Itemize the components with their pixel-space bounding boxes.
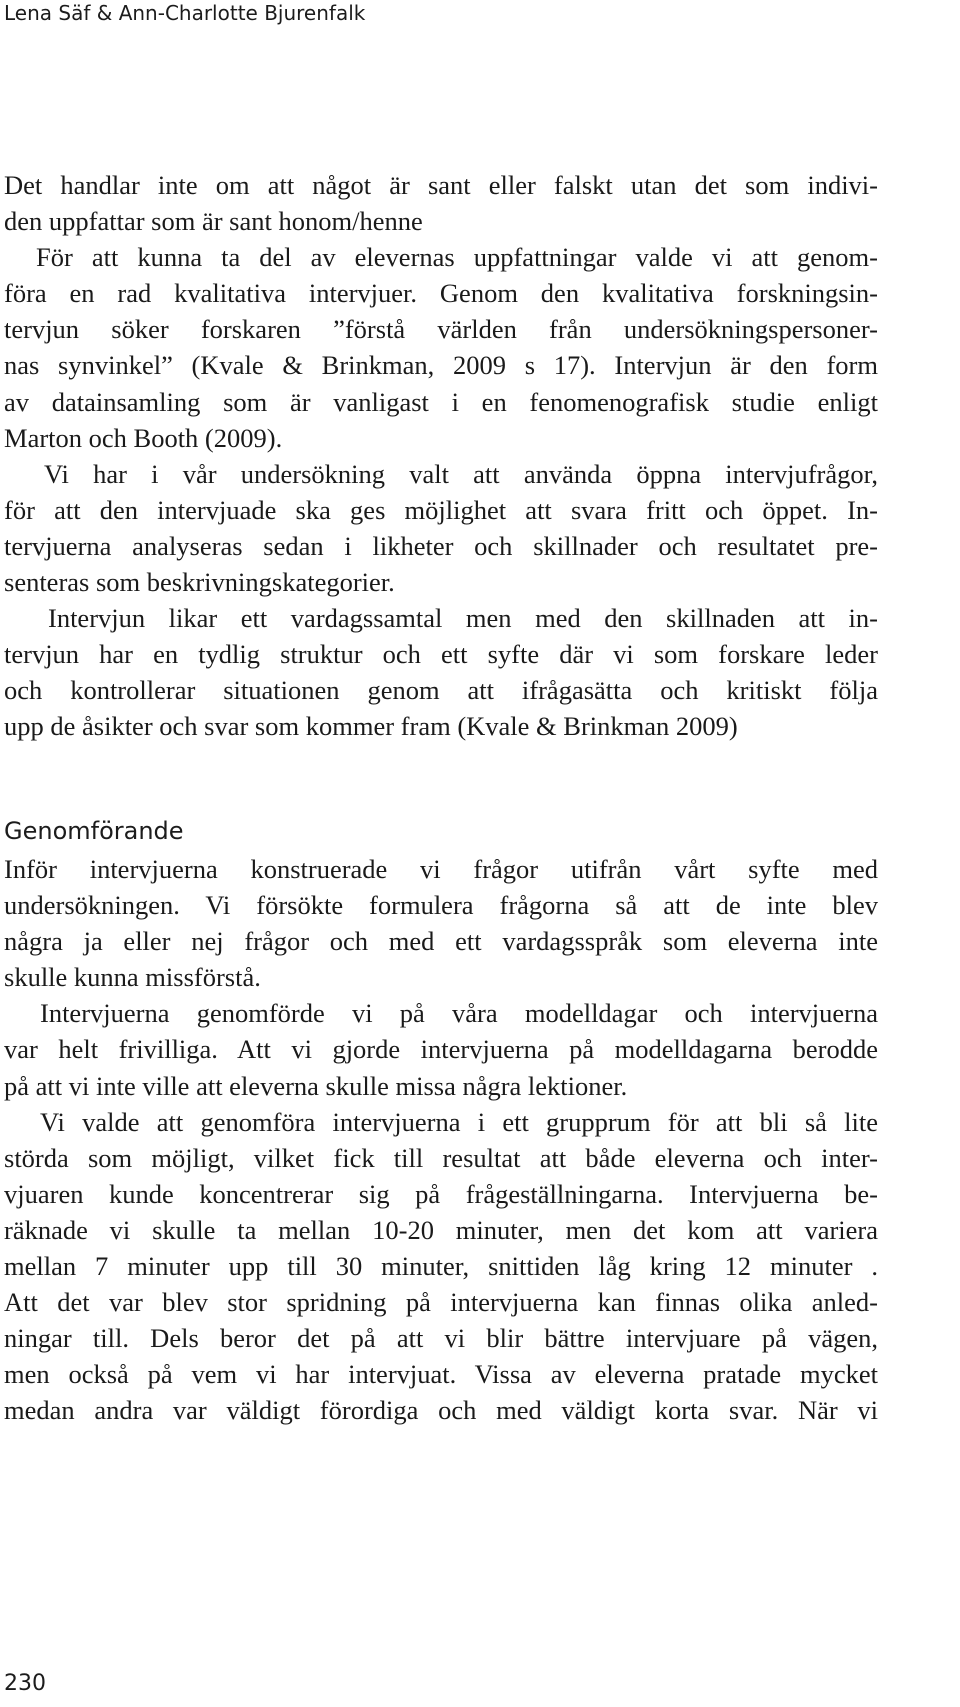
text-line: den uppfattar som är sant honom/henne [4, 206, 423, 237]
text-line: Marton och Booth (2009). [4, 422, 283, 453]
text-line: för att den intervjuade ska ges möjlighet att svara fritt och öppet. In- [4, 494, 878, 525]
text-line: Intervjun likar ett vardagssamtal men med den skillnaden att in- [48, 603, 878, 634]
text-line: störda som möjligt, vilket fick till resultat att både eleverna och inter- [4, 1142, 878, 1173]
text-line: Inför intervjuerna konstruerade vi frågor utifrån vårt syfte med [4, 854, 878, 884]
text-line: av datainsamling som är vanligast i en fenomenografisk studie enligt [4, 386, 878, 417]
text-line: senteras som beskrivningskategorier. [4, 567, 395, 598]
text-line: tervjun har en tydlig struktur och ett syfte där vi som forskare leder [4, 639, 878, 670]
text-line: mellan 7 minuter upp till 30 minuter, snittiden låg kring 12 minuter . [4, 1251, 878, 1282]
running-header: Lena Säf & Ann-Charlotte Bjurenfalk [4, 1, 366, 25]
page-number: 230 [4, 1671, 46, 1696]
text-line: och kontrollerar situationen genom att ifrågasätta och kritiskt följa [4, 675, 878, 706]
text-line: nas synvinkel” (Kvale & Brinkman, 2009 s 17). Intervjun är den form [4, 350, 878, 381]
text-line: Intervjuerna genomförde vi på våra modelldagar och intervjuerna [40, 998, 878, 1029]
section-heading: Genomförande [4, 817, 184, 845]
text-line: men också på vem vi har intervjuat. Vissa av eleverna pratade mycket [4, 1359, 878, 1390]
text-line: Det handlar inte om att något är sant eller falskt utan det som indivi- [4, 170, 878, 200]
text-line: undersökningen. Vi försökte formulera frågorna så att de inte blev [4, 890, 878, 921]
text-line: För att kunna ta del av elevernas uppfattningar valde vi att genom- [36, 242, 878, 273]
text-line: Att det var blev stor spridning på intervjuerna kan finnas olika anled- [4, 1287, 878, 1318]
text-line: Vi valde att genomföra intervjuerna i ett grupprum för att bli så lite [40, 1106, 878, 1137]
text-line: skulle kunna missförstå. [4, 962, 261, 993]
text-line: tervjuerna analyseras sedan i likheter och skillnader och resultatet pre- [4, 530, 878, 561]
text-line: föra en rad kvalitativa intervjuer. Genom den kvalitativa forskningsin- [4, 278, 878, 309]
text-line: ningar till. Dels beror det på att vi blir bättre intervjuare på vägen, [4, 1323, 878, 1354]
text-line: några ja eller nej frågor och med ett vardagsspråk som eleverna inte [4, 926, 878, 957]
text-line: på att vi inte ville att eleverna skulle missa några lektioner. [4, 1070, 628, 1101]
text-line: vjuaren kunde koncentrerar sig på frågeställningarna. Intervjuerna be- [4, 1178, 878, 1209]
text-line: tervjun söker forskaren ”förstå världen från undersökningspersoner- [4, 314, 878, 345]
text-line: medan andra var väldigt förordiga och med väldigt korta svar. När vi [4, 1395, 878, 1426]
body-text-section [4, 851, 878, 1429]
text-line: var helt frivilliga. Att vi gjorde intervjuerna på modelldagarna berodde [4, 1034, 878, 1065]
text-line: Vi har i vår undersökning valt att använda öppna intervjufrågor, [44, 458, 878, 489]
body-text-top [4, 167, 878, 745]
text-line: upp de åsikter och svar som kommer fram (Kvale & Brinkman 2009) [4, 711, 738, 742]
text-line: räknade vi skulle ta mellan 10-20 minuter, men det kom att variera [4, 1214, 878, 1245]
